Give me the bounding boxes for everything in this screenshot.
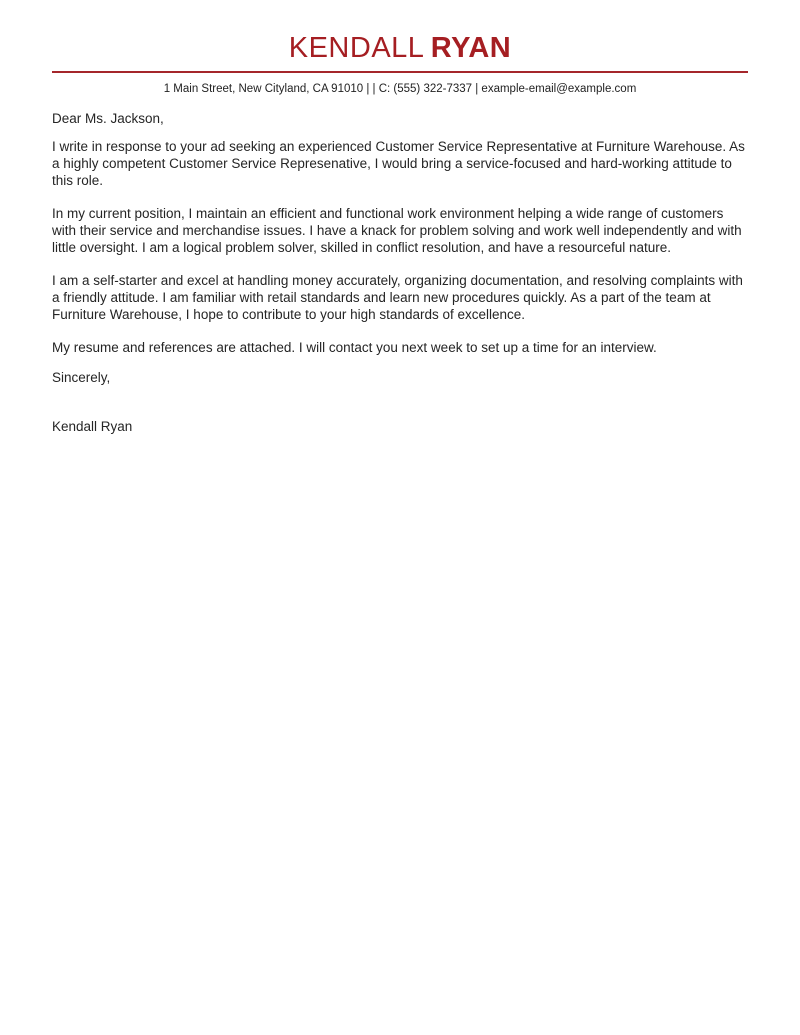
signature-name: Kendall Ryan (52, 419, 133, 434)
applicant-name (0, 33, 800, 63)
applicant-first-name: KENDALL (288, 32, 425, 64)
contact-line: 1 Main Street, New Cityland, CA 91010 | | C: (555) 322-7337 | example-email@example.com (163, 83, 637, 95)
letter-body (52, 110, 750, 435)
paragraph-intro: I write in response to your ad seeking an experienced Customer Service Representative at Furniture Warehouse. As a highly competent Customer Service Represenative, I would bring a service-focused and hard-working attitude to this role. (52, 139, 745, 188)
salutation: Dear Ms. Jackson, (52, 111, 164, 126)
applicant-last-name: RYAN (430, 32, 512, 64)
paragraph-skills: I am a self-starter and excel at handling money accurately, organizing documentation, and resolving complaints with a friendly attitude. I am familiar with retail standards and learn new procedures quickly. As a part of the team at Furniture Warehouse, I hope to contribute to your high standards of excellence. (52, 273, 743, 322)
header-divider (52, 71, 748, 73)
paragraph-experience: In my current position, I maintain an efficient and functional work environment helping a wide range of customers with their service and merchandise issues. I have a knack for problem solving and work well independently and with little oversight. I am a logical problem solver, skilled in conflict resolution, and have a resourceful nature. (52, 206, 742, 255)
letter-header (0, 0, 800, 96)
closing: Sincerely, (52, 370, 111, 385)
paragraph-followup: My resume and references are attached. I will contact you next week to set up a time for an interview. (52, 340, 657, 355)
